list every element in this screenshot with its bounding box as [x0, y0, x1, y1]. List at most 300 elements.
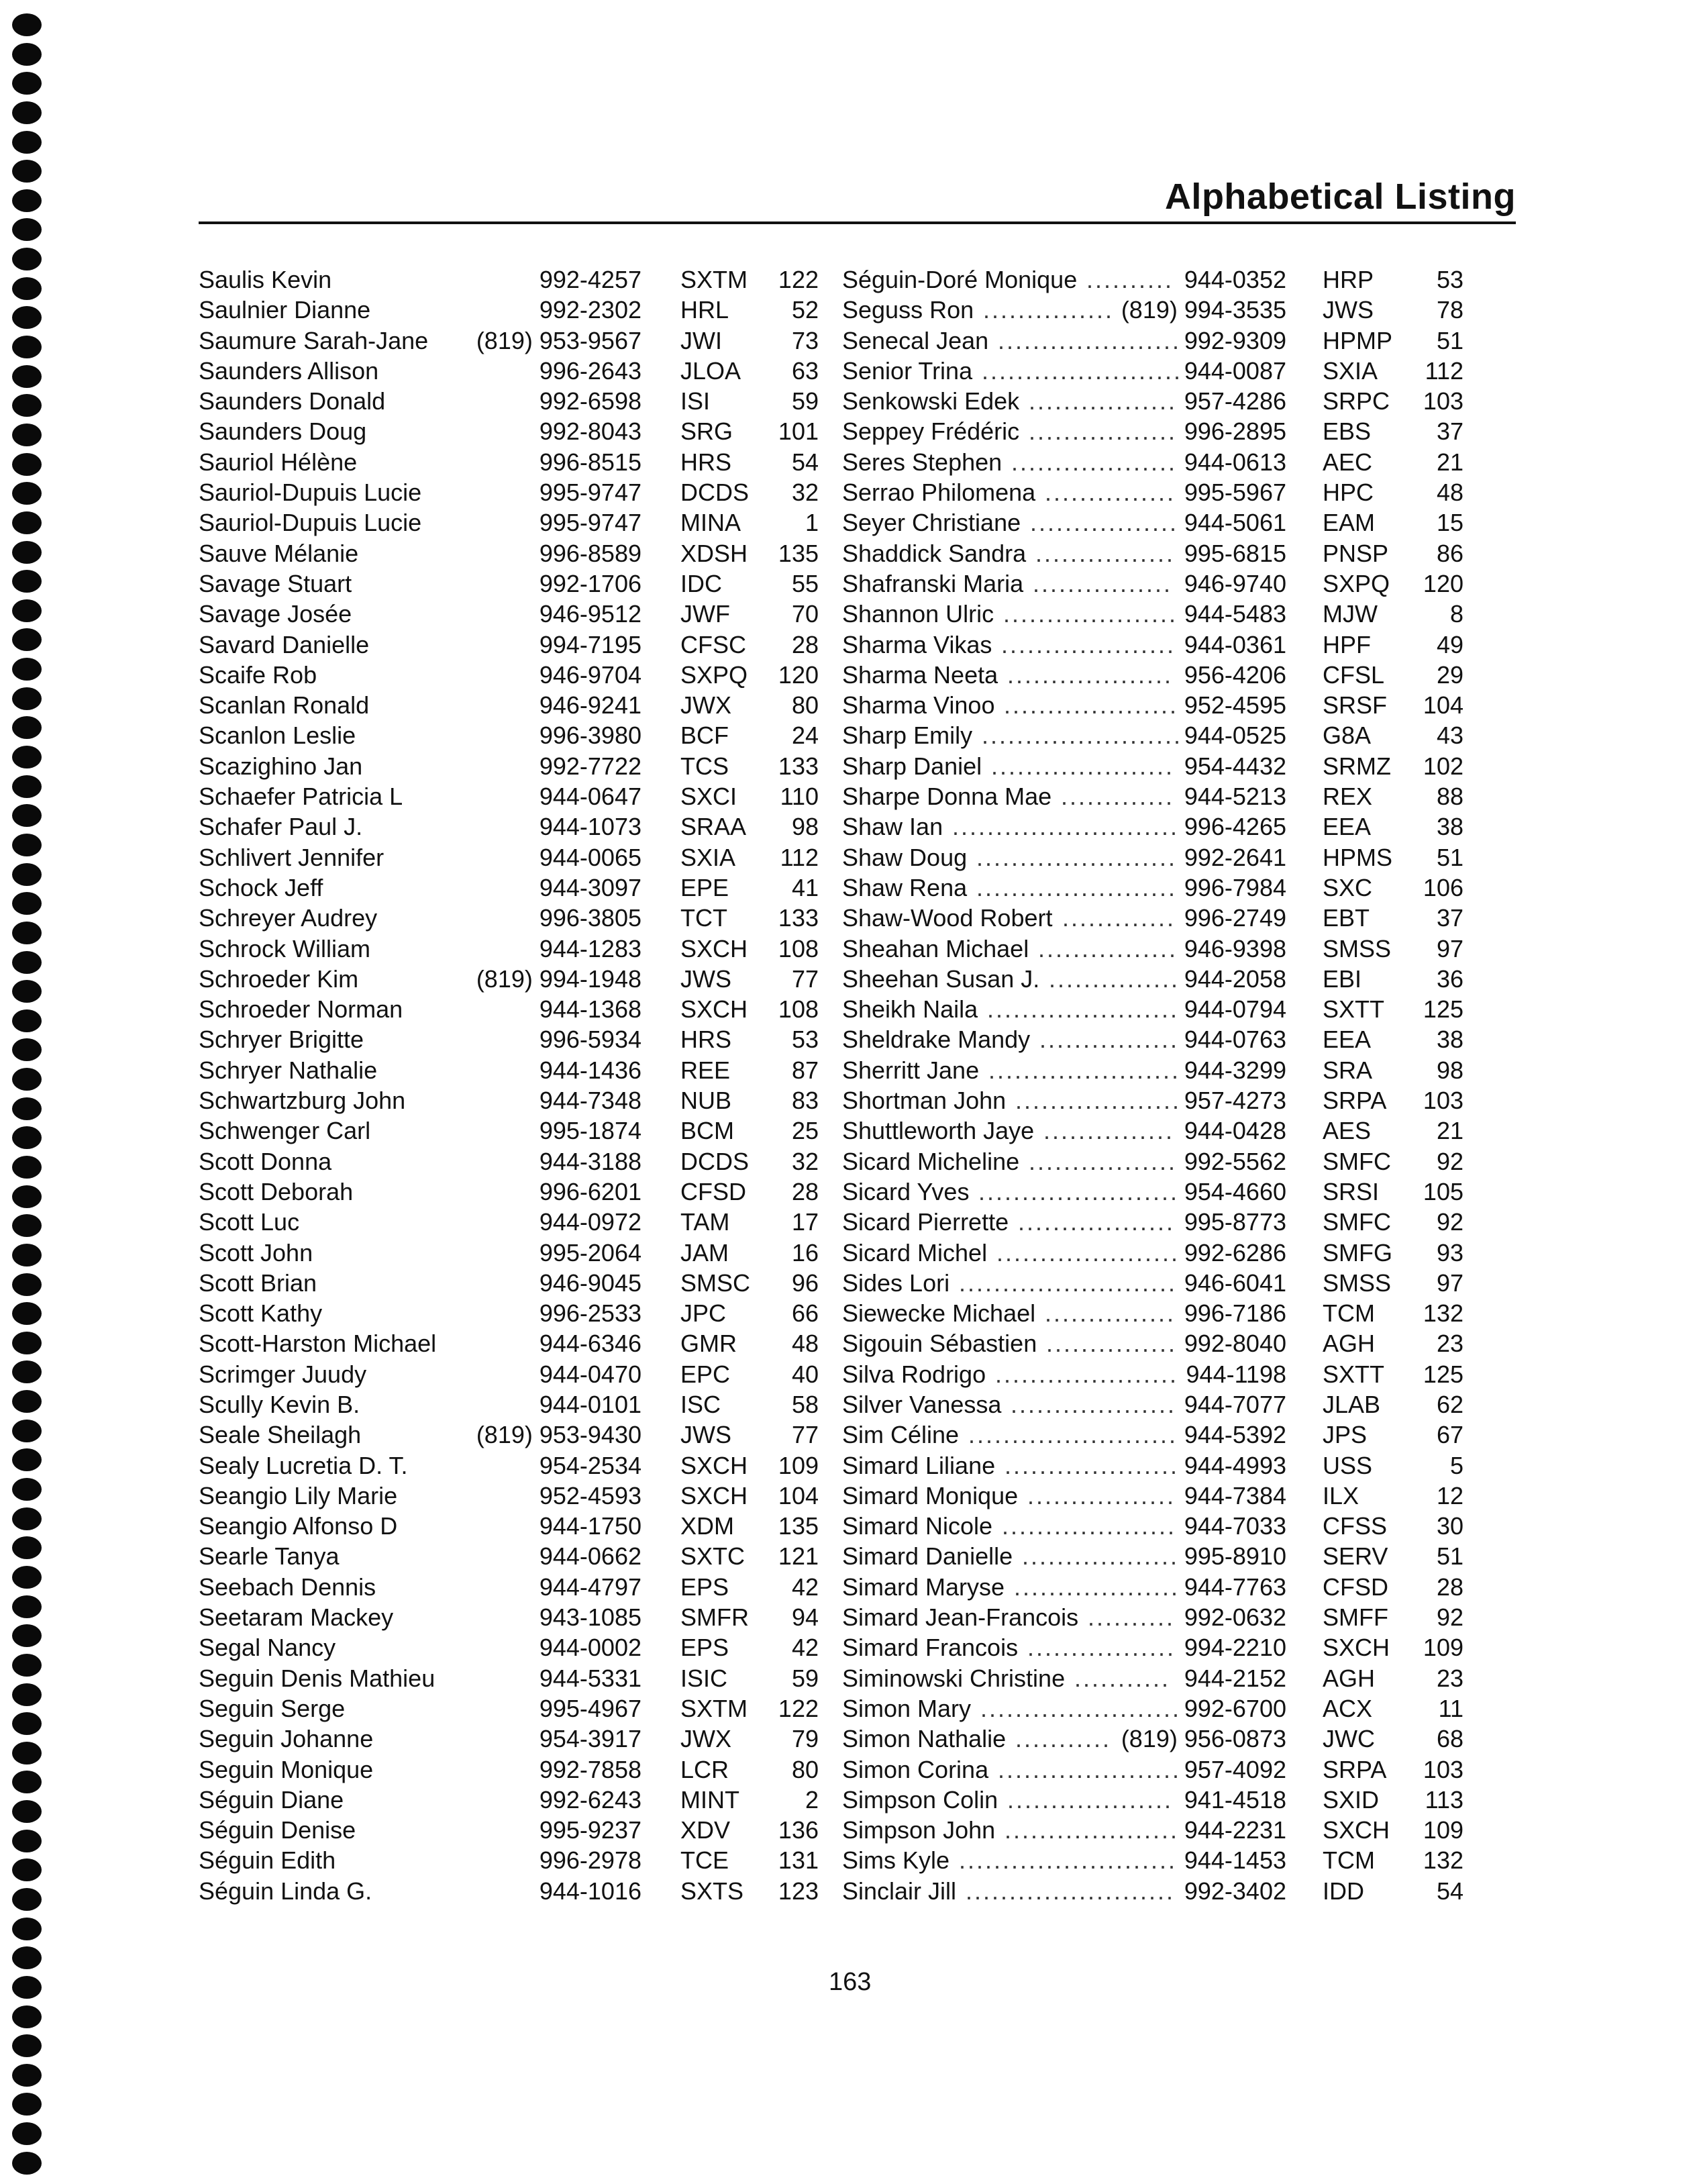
binder-hole	[12, 980, 42, 1003]
listing-room: 113	[1425, 1785, 1463, 1814]
listing-phone: 944-0101	[539, 1390, 641, 1418]
listing-room: 77	[791, 964, 819, 993]
listing-phone: 946-9241	[539, 691, 641, 719]
binder-hole	[12, 541, 42, 564]
listing-name: Sicard Yves	[842, 1177, 970, 1205]
dot-leader: .................	[1027, 1481, 1176, 1509]
listing-phone: 992-5562	[1184, 1147, 1286, 1175]
listing-room: 37	[1436, 417, 1463, 446]
dot-leader: ....................	[1004, 691, 1179, 719]
dot-leader: ....................	[1003, 600, 1178, 628]
listing-name: Scott-Harston Michael	[199, 1330, 437, 1358]
listing-room: 21	[1436, 448, 1463, 476]
listing-dept: MINA	[680, 509, 741, 537]
listing-room: 51	[1436, 843, 1463, 871]
listing-phone: 992-9309	[1184, 326, 1286, 354]
listing-phone: (819) 994-1948	[476, 964, 641, 993]
binder-hole	[12, 1771, 42, 1793]
listing-dept: SXCH	[680, 1451, 748, 1479]
listing-phone: 995-1874	[539, 1117, 641, 1145]
dot-leader: .............	[1061, 783, 1175, 811]
listing-room: 112	[780, 843, 819, 871]
binder-hole	[12, 863, 42, 886]
listing-phone: 944-0352	[1184, 266, 1286, 293]
binder-hole	[12, 1712, 42, 1735]
listing-name: Séguin Diane	[199, 1785, 344, 1814]
listing-dept: SRPC	[1323, 387, 1390, 415]
listing-phone: 992-2641	[1184, 843, 1286, 871]
binder-hole	[12, 1478, 42, 1501]
listing-name: Sicard Pierrette	[842, 1208, 1009, 1236]
listing-room: 37	[1436, 904, 1463, 932]
binder-hole	[12, 1097, 42, 1120]
listing-dept: AGH	[1323, 1664, 1376, 1692]
dot-leader: ...............	[1043, 1117, 1175, 1145]
listing-phone: 996-7984	[1184, 873, 1286, 901]
dot-leader: ...............	[1046, 1330, 1178, 1358]
listing-dept: SRMZ	[1323, 752, 1391, 780]
listing-room: 131	[778, 1846, 819, 1875]
listing-name: Sauriol Hélène	[199, 448, 358, 476]
listing-room: 11	[1438, 1694, 1463, 1722]
listing-room: 28	[791, 1177, 819, 1205]
listing-phone: 941-4518	[1184, 1785, 1286, 1814]
listing-phone: 957-4286	[1184, 387, 1286, 415]
listing-name: Saunders Doug	[199, 417, 367, 446]
dot-leader: .....................	[995, 1360, 1179, 1388]
listing-phone: 996-4265	[1184, 813, 1286, 841]
binder-hole	[12, 511, 42, 534]
binder-hole	[12, 1038, 42, 1061]
listing-phone: (819) 953-9430	[476, 1421, 641, 1449]
listing-room: 55	[791, 569, 819, 597]
listing-dept: SMSS	[1323, 1269, 1392, 1297]
listing-name: Seangio Lily Marie	[199, 1481, 398, 1509]
binder-hole	[12, 1946, 42, 1969]
listing-room: 1	[805, 509, 819, 537]
listing-name: Simpson Colin	[842, 1785, 998, 1814]
listing-name: Segal Nancy	[199, 1634, 336, 1662]
listing-dept: SRA	[1323, 1056, 1373, 1084]
listing-phone: 944-1198	[1186, 1360, 1286, 1388]
listing-phone: 944-3188	[539, 1147, 641, 1175]
binder-hole	[12, 248, 42, 270]
listing-dept: HPMP	[1323, 326, 1393, 354]
listing-name: Shuttleworth Jaye	[842, 1117, 1035, 1145]
dot-leader: .................	[1027, 1634, 1176, 1662]
dot-leader: ......................	[987, 995, 1180, 1024]
listing-room: 123	[778, 1877, 819, 1905]
binder-hole	[12, 1888, 42, 1911]
listing-dept: TAM	[680, 1208, 730, 1236]
listing-name: Savage Josée	[199, 600, 352, 628]
listing-room: 66	[791, 1299, 819, 1328]
binder-hole	[12, 1976, 42, 1999]
listing-name: Sides Lori	[842, 1269, 950, 1297]
listing-dept: XDV	[680, 1816, 731, 1844]
listing-room: 135	[778, 1512, 819, 1540]
listing-phone: 995-8773	[1184, 1208, 1286, 1236]
listing-dept: JWF	[680, 600, 730, 628]
listing-name: Saumure Sarah-Jane	[199, 326, 429, 354]
listing-room: 32	[791, 1147, 819, 1175]
listing-dept: SXC	[1323, 873, 1373, 901]
listing-phone: 992-4257	[539, 266, 641, 293]
listing-phone: 996-2749	[1184, 904, 1286, 932]
listing-name: Schryer Nathalie	[199, 1056, 378, 1084]
binder-hole	[12, 1918, 42, 1940]
listing-room: 16	[791, 1238, 819, 1267]
listing-dept: SMFG	[1323, 1238, 1392, 1267]
binder-hole	[12, 72, 42, 95]
binder-hole	[12, 2005, 42, 2028]
page-number: 163	[829, 1968, 872, 1996]
listing-name: Schryer Brigitte	[199, 1026, 364, 1054]
listing-name: Saulnier Dianne	[199, 296, 371, 324]
listing-dept: SXTM	[680, 1694, 748, 1722]
listing-dept: SXCH	[680, 995, 748, 1024]
listing-name: Schlivert Jennifer	[199, 843, 384, 871]
listing-dept: CFSS	[1323, 1512, 1388, 1540]
listing-name: Scott Luc	[199, 1208, 300, 1236]
listing-dept: SMSS	[1323, 934, 1392, 962]
listing-room: 103	[1423, 1755, 1463, 1783]
listing-name: Scott Deborah	[199, 1177, 354, 1205]
listing-dept: ILX	[1323, 1481, 1359, 1509]
listing-dept: NUB	[680, 1087, 732, 1115]
listing-dept: CFSD	[1323, 1573, 1388, 1601]
dot-leader: ...................	[1011, 448, 1178, 476]
listing-dept: SRSF	[1323, 691, 1388, 719]
listing-name: Schroeder Kim	[199, 964, 359, 993]
dot-leader: ..........................	[952, 813, 1180, 841]
listing-room: 36	[1436, 964, 1463, 993]
listing-room: 53	[791, 1026, 819, 1054]
binder-holes	[12, 13, 42, 2175]
dot-leader: ...............	[983, 296, 1115, 324]
listing-name: Simard Francois	[842, 1634, 1019, 1662]
listing-dept: BCF	[680, 722, 729, 750]
listing-name: Sheahan Michael	[842, 934, 1029, 962]
dot-leader: .......................	[980, 1694, 1182, 1722]
listing-phone: 944-0613	[1184, 448, 1286, 476]
listing-phone: 995-2064	[539, 1238, 641, 1267]
binder-hole	[12, 1683, 42, 1706]
listing-name: Sharma Neeta	[842, 660, 998, 689]
listing-phone: 995-9237	[539, 1816, 641, 1844]
listing-room: 96	[791, 1269, 819, 1297]
binder-hole	[12, 1009, 42, 1032]
listing-phone: 996-2643	[539, 356, 641, 385]
listing-phone: 946-9512	[539, 600, 641, 628]
listing-room: 94	[791, 1603, 819, 1632]
listing-name: Schwartzburg John	[199, 1087, 406, 1115]
listing-room: 125	[1423, 995, 1463, 1024]
listing-phone: 944-0428	[1184, 1117, 1286, 1145]
listing-dept: EBS	[1323, 417, 1372, 446]
listing-name: Simard Liliane	[842, 1451, 996, 1479]
listing-phone: 992-7858	[539, 1755, 641, 1783]
listing-dept: SXCH	[1323, 1816, 1390, 1844]
listing-phone: 952-4593	[539, 1481, 641, 1509]
dot-leader: .......................	[976, 843, 1178, 871]
listing-room: 78	[1436, 296, 1463, 324]
listing-name: Sherritt Jane	[842, 1056, 980, 1084]
listing-phone: 944-0763	[1184, 1026, 1286, 1054]
listing-phone: 956-4206	[1184, 660, 1286, 689]
dot-leader: .....................	[996, 1238, 1180, 1267]
listing-room: 51	[1436, 1542, 1463, 1571]
binder-hole	[12, 277, 42, 300]
listing-phone: 996-8589	[539, 539, 641, 567]
listing-phone: 944-4993	[1184, 1451, 1286, 1479]
listing-name: Shaw Rena	[842, 873, 968, 901]
listing-dept: AES	[1323, 1117, 1372, 1145]
listing-room: 32	[791, 479, 819, 507]
listing-phone: 944-7348	[539, 1087, 641, 1115]
listing-dept: TCE	[680, 1846, 729, 1875]
listing-room: 51	[1436, 326, 1463, 354]
listing-name: Shaw Doug	[842, 843, 968, 871]
listing-phone: 944-2058	[1184, 964, 1286, 993]
listing-room: 28	[1436, 1573, 1463, 1601]
dot-leader: ...................	[1007, 660, 1174, 689]
listing-dept: JWX	[680, 691, 731, 719]
listing-dept: IDC	[680, 569, 722, 597]
listing-phone: 994-2210	[1184, 1634, 1286, 1662]
listing-room: 86	[1436, 539, 1463, 567]
listing-room: 92	[1436, 1603, 1463, 1632]
listing-phone: 944-5213	[1184, 783, 1286, 811]
listing-dept: ISIC	[680, 1664, 728, 1692]
listing-room: 136	[778, 1816, 819, 1844]
listing-dept: TCS	[680, 752, 729, 780]
listing-phone: 944-1436	[539, 1056, 641, 1084]
dot-leader: .....................	[991, 752, 1175, 780]
binder-hole	[12, 570, 42, 593]
dot-leader: ....................	[1001, 630, 1176, 658]
binder-hole	[12, 453, 42, 476]
listing-room: 17	[791, 1208, 819, 1236]
listing-phone: 946-9740	[1184, 569, 1286, 597]
listing-phone: 957-4273	[1184, 1087, 1286, 1115]
listing-name: Saunders Donald	[199, 387, 386, 415]
binder-hole	[12, 1332, 42, 1354]
listing-room: 106	[1423, 873, 1463, 901]
dot-leader: ..................	[1022, 1542, 1180, 1571]
listing-room: 112	[1425, 356, 1463, 385]
listing-name: Sheehan Susan J.	[842, 964, 1040, 993]
listing-name: Simon Mary	[842, 1694, 972, 1722]
dot-leader: ..........	[1086, 266, 1174, 293]
listing-dept: JWS	[680, 964, 731, 993]
listing-room: 120	[1423, 569, 1463, 597]
listing-name: Simard Nicole	[842, 1512, 993, 1540]
listing-phone: 944-1750	[539, 1512, 641, 1540]
listing-name: Simard Jean-Francois	[842, 1603, 1079, 1632]
listing-phone: 943-1085	[539, 1603, 641, 1632]
listing-room: 92	[1436, 1208, 1463, 1236]
listing-room: 80	[791, 691, 819, 719]
listing-dept: SRG	[680, 417, 733, 446]
listing-room: 2	[805, 1785, 819, 1814]
binder-hole	[12, 336, 42, 358]
listing-name: Seale Sheilagh	[199, 1421, 362, 1449]
listing-dept: JWC	[1323, 1725, 1375, 1753]
listing-phone: 946-6041	[1184, 1269, 1286, 1297]
binder-hole	[12, 101, 42, 124]
listing-phone: 944-0647	[539, 783, 641, 811]
listing-name: Seguin Johanne	[199, 1725, 374, 1753]
listing-name: Serrao Philomena	[842, 479, 1036, 507]
listing-phone: 995-6815	[1184, 539, 1286, 567]
listing-phone: 992-6243	[539, 1785, 641, 1814]
listing-room: 93	[1436, 1238, 1463, 1267]
listing-dept: AEC	[1323, 448, 1373, 476]
listing-name: Sheldrake Mandy	[842, 1026, 1031, 1054]
listing-phone: (819) 953-9567	[476, 326, 641, 354]
listing-phone: 944-2231	[1184, 1816, 1286, 1844]
listing-dept: GMR	[680, 1330, 737, 1358]
listing-phone: 992-3402	[1184, 1877, 1286, 1905]
listing-dept: SMSC	[680, 1269, 751, 1297]
listing-phone: 944-5392	[1184, 1421, 1286, 1449]
listing-dept: HRL	[680, 296, 729, 324]
binder-hole	[12, 424, 42, 446]
listing-name: Shaw-Wood Robert	[842, 904, 1053, 932]
listing-room: 49	[1436, 630, 1463, 658]
listing-name: Senkowski Edek	[842, 387, 1020, 415]
listing-room: 68	[1436, 1725, 1463, 1753]
listing-room: 63	[791, 356, 819, 385]
listing-room: 41	[791, 873, 819, 901]
binder-hole	[12, 1126, 42, 1149]
listing-phone: 996-2895	[1184, 417, 1286, 446]
binder-hole	[12, 2152, 42, 2175]
dot-leader: ..........	[1088, 1603, 1176, 1632]
dot-leader: ................	[1038, 934, 1178, 962]
listing-room: 105	[1423, 1177, 1463, 1205]
listing-dept: JPC	[680, 1299, 727, 1328]
dot-leader: ......................	[988, 1056, 1181, 1084]
listing-name: Siewecke Michael	[842, 1299, 1036, 1328]
listing-name: Scazighino Jan	[199, 752, 363, 780]
listing-dept: SMFR	[680, 1603, 749, 1632]
binder-hole	[12, 599, 42, 622]
listing-dept: SXTC	[680, 1542, 745, 1571]
binder-hole	[12, 160, 42, 183]
binder-hole	[12, 1214, 42, 1237]
binder-hole	[12, 775, 42, 798]
listing-phone: 944-6346	[539, 1330, 641, 1358]
listing-phone: 944-5331	[539, 1664, 641, 1692]
dot-leader: ....................	[1002, 1512, 1177, 1540]
dot-leader: .........................	[959, 1269, 1178, 1297]
binder-hole	[12, 1068, 42, 1091]
listing-phone: 992-2302	[539, 296, 641, 324]
listing-phone: 944-1453	[1184, 1846, 1286, 1875]
binder-hole	[12, 218, 42, 241]
listing-dept: AGH	[1323, 1330, 1376, 1358]
listing-name: Sealy Lucretia D. T.	[199, 1451, 408, 1479]
dot-leader: ........................	[968, 1421, 1178, 1449]
listing-dept: HRS	[680, 1026, 732, 1054]
listing-dept: EEA	[1323, 813, 1372, 841]
binder-hole	[12, 189, 42, 212]
listing-phone: 944-1283	[539, 934, 641, 962]
listing-phone: 995-9747	[539, 479, 641, 507]
listing-phone: 944-2152	[1184, 1664, 1286, 1692]
listing-room: 132	[1423, 1846, 1463, 1875]
listing-dept: MINT	[680, 1785, 739, 1814]
listing-name: Sim Céline	[842, 1421, 960, 1449]
listing-name: Schwenger Carl	[199, 1117, 371, 1145]
listing-dept: JAM	[680, 1238, 729, 1267]
listing-room: 109	[1423, 1634, 1463, 1662]
listing-name: Saulis Kevin	[199, 266, 332, 293]
listing-name: Seppey Frédéric	[842, 417, 1020, 446]
listing-room: 80	[791, 1755, 819, 1783]
listing-dept: SMFF	[1323, 1603, 1388, 1632]
listing-phone: (819) 956-0873	[1121, 1725, 1286, 1753]
dot-leader: ...............	[1045, 1299, 1176, 1328]
listing-name: Siminowski Christine	[842, 1664, 1066, 1692]
listing-room: 59	[791, 387, 819, 415]
listing-name: Shafranski Maria	[842, 569, 1024, 597]
listing-dept: SXCH	[680, 1481, 748, 1509]
listing-dept: SXTM	[680, 266, 748, 293]
listing-dept: SRPA	[1323, 1755, 1387, 1783]
listing-room: 43	[1436, 722, 1463, 750]
listing-dept: REE	[680, 1056, 731, 1084]
listing-room: 121	[778, 1542, 819, 1571]
listing-room: 54	[791, 448, 819, 476]
listing-phone: 954-2534	[539, 1451, 641, 1479]
listing-name: Saunders Allison	[199, 356, 379, 385]
listing-dept: SXCH	[1323, 1634, 1390, 1662]
binder-hole	[12, 1420, 42, 1442]
listing-room: 122	[778, 1694, 819, 1722]
listing-dept: TCT	[680, 904, 727, 932]
listing-room: 12	[1436, 1481, 1463, 1509]
binder-hole	[12, 2064, 42, 2087]
listing-room: 8	[1449, 600, 1463, 628]
listing-room: 38	[1436, 813, 1463, 841]
binder-hole	[12, 834, 42, 856]
listing-name: Schrock William	[199, 934, 371, 962]
binder-hole	[12, 1390, 42, 1413]
listing-room: 98	[1436, 1056, 1463, 1084]
binder-hole	[12, 892, 42, 915]
dot-leader: ...............	[1049, 964, 1180, 993]
listing-phone: 952-4595	[1184, 691, 1286, 719]
listing-phone: 944-1073	[539, 813, 641, 841]
listing-name: Savage Stuart	[199, 569, 352, 597]
listing-name: Scott Brian	[199, 1269, 317, 1297]
listing-room: 23	[1436, 1664, 1463, 1692]
listing-name: Seres Stephen	[842, 448, 1002, 476]
listing-room: 5	[1449, 1451, 1463, 1479]
listing-room: 62	[1436, 1390, 1463, 1418]
listing-dept: TCM	[1323, 1299, 1375, 1328]
listing-room: 42	[791, 1573, 819, 1601]
listing-dept: SRSI	[1323, 1177, 1380, 1205]
listing-room: 97	[1436, 1269, 1463, 1297]
dot-leader: ...................	[1015, 1087, 1182, 1115]
listing-dept: SXPQ	[1323, 569, 1390, 597]
listing-room: 88	[1436, 783, 1463, 811]
binder-hole	[12, 1302, 42, 1325]
